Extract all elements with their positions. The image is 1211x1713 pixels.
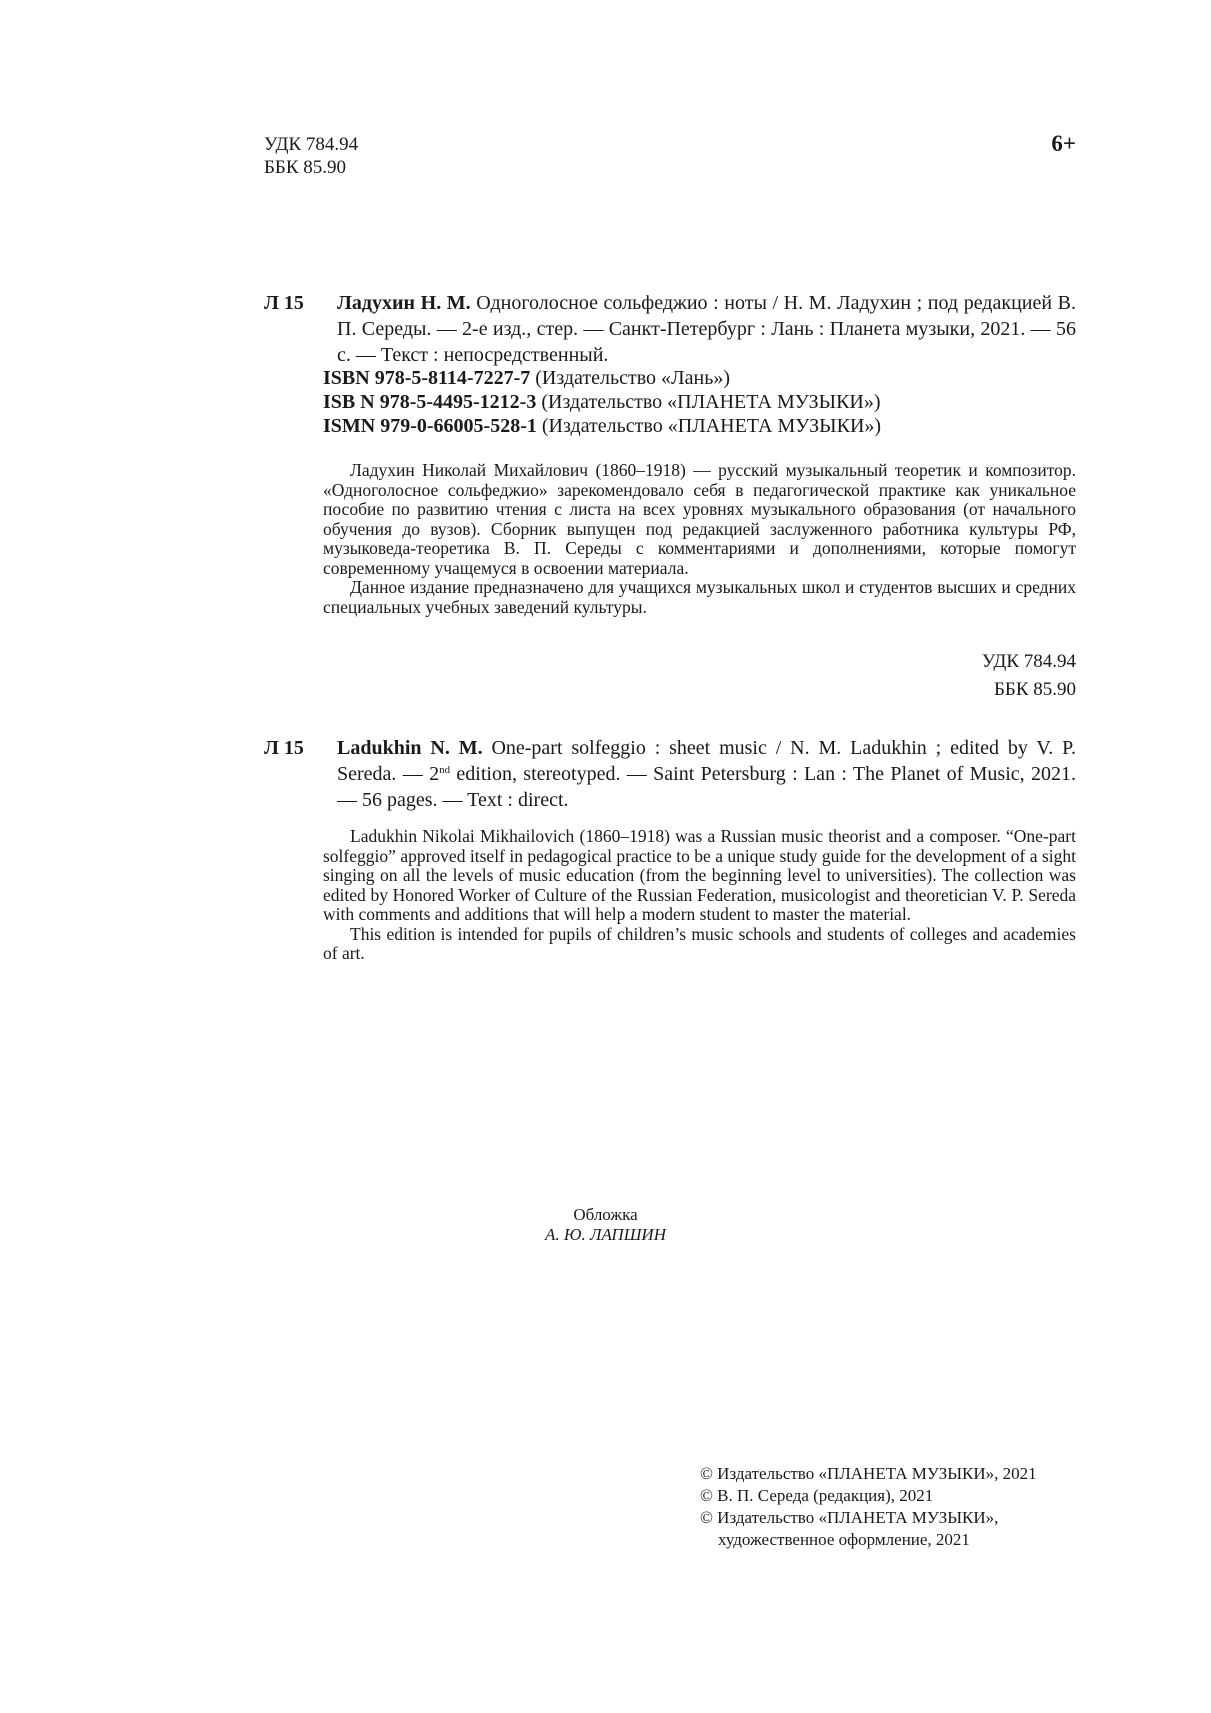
isbn-list (323, 366, 881, 438)
cover-artist: А. Ю. ЛАПШИН (545, 1225, 666, 1244)
ismn-line (323, 414, 881, 438)
bbk-code: ББК 85.90 (264, 157, 346, 178)
author-mark: Л 15 (264, 737, 304, 759)
en-annotation (323, 827, 1076, 964)
isbn-line (323, 390, 881, 414)
udk-code: УДК 784.94 (264, 134, 359, 155)
ru-description: Одноголосное сольфеджио : ноты / Н. М. Ладухин ; под редакцией В. П. Середы. — 2-е изд., стер. — Санкт-Петербург : Лань : Планета музыки, 2021. — 56 с. — Текст : непосредственный. (337, 292, 1076, 366)
isbn-number: ISBN 978-5-8114-7227-7 (323, 367, 531, 389)
copyright-line: © Издательство «ПЛАНЕТА МУЗЫКИ», 2021 (700, 1464, 1037, 1483)
header-codes (264, 133, 358, 179)
udk-code: УДК 784.94 (981, 651, 1076, 672)
author-mark: Л 15 (264, 292, 304, 314)
cover-credit (0, 1205, 1211, 1245)
ismn-publisher: (Издательство «ПЛАНЕТА МУЗЫКИ») (536, 415, 882, 437)
en-author: Ladukhin N. M. (337, 737, 483, 759)
isbn-line (323, 366, 881, 390)
en-bibliographic-entry (264, 735, 1076, 813)
isbn-publisher: (Издательство «Лань») (530, 367, 730, 389)
bbk-code: ББК 85.90 (994, 679, 1076, 700)
en-annotation-paragraph: This edition is intended for pupils of children’s music schools and students of colleges and academies of art. (323, 923, 1076, 963)
copyright-line: © В. П. Середа (редакция), 2021 (700, 1486, 934, 1505)
ru-annotation-paragraph: Ладухин Николай Михайлович (1860–1918) — русский музыкальный теоретик и композитор. «Одноголосное сольфеджио» зарекомендовало себя в педагогической практике как уникальное пособие по развитию чтения с листа на всех уровнях музыкального образования (от начального обучения до вузов). Сборник выпущен под редакцией заслуженного работника культуры РФ, музыковеда-теоретика В. П. Середы с комментариями и дополнениями, которые помогут современному учащемуся в освоении материала. (323, 460, 1076, 578)
classification-codes (982, 648, 1076, 704)
en-description-rest: edition, stereotyped. — Saint Petersburg : Lan : The Planet of Music, 2021. — 56 pages. — Text : direct. (337, 763, 1076, 811)
age-rating: 6+ (1051, 131, 1076, 156)
ru-annotation-paragraph: Данное издание предназначено для учащихся музыкальных школ и студентов высших и средних специальных учебных заведений культуры. (323, 577, 1076, 617)
copyright-line: © Издательство «ПЛАНЕТА МУЗЫКИ», художественное оформление, 2021 (700, 1508, 999, 1549)
en-description: One-part solfeggio : sheet music / N. M. Ladukhin ; edited by V. P. Sereda. — 2 (337, 737, 1076, 785)
ordinal-suffix: nd (439, 764, 451, 776)
ru-entry-body (337, 290, 1076, 368)
en-annotation-paragraph: Ladukhin Nikolai Mikhailovich (1860–1918) was a Russian music theorist and a composer. “One-part solfeggio” approved itself in pedagogical practice to be a unique study guide for the development of a sight singing on all the levels of music education (from the beginning level to universities). The collection was edited by Honored Worker of Culture of the Russian Federation, musicologist and theoretician V. P. Sereda with comments and additions that will help a modern student to master the material. (323, 826, 1076, 924)
isbn-publisher: (Издательство «ПЛАНЕТА МУЗЫКИ») (536, 391, 881, 413)
ru-annotation (323, 461, 1076, 617)
ru-bibliographic-entry (264, 290, 1076, 368)
cover-label: Обложка (573, 1205, 638, 1224)
copyright-block (700, 1463, 1078, 1551)
ismn-number: ISMN 979-0-66005-528-1 (323, 415, 537, 437)
ru-author: Ладухин Н. М. (337, 292, 471, 314)
isbn-number: ISB N 978-5-4495-1212-3 (323, 391, 537, 413)
en-entry-body (337, 735, 1076, 813)
